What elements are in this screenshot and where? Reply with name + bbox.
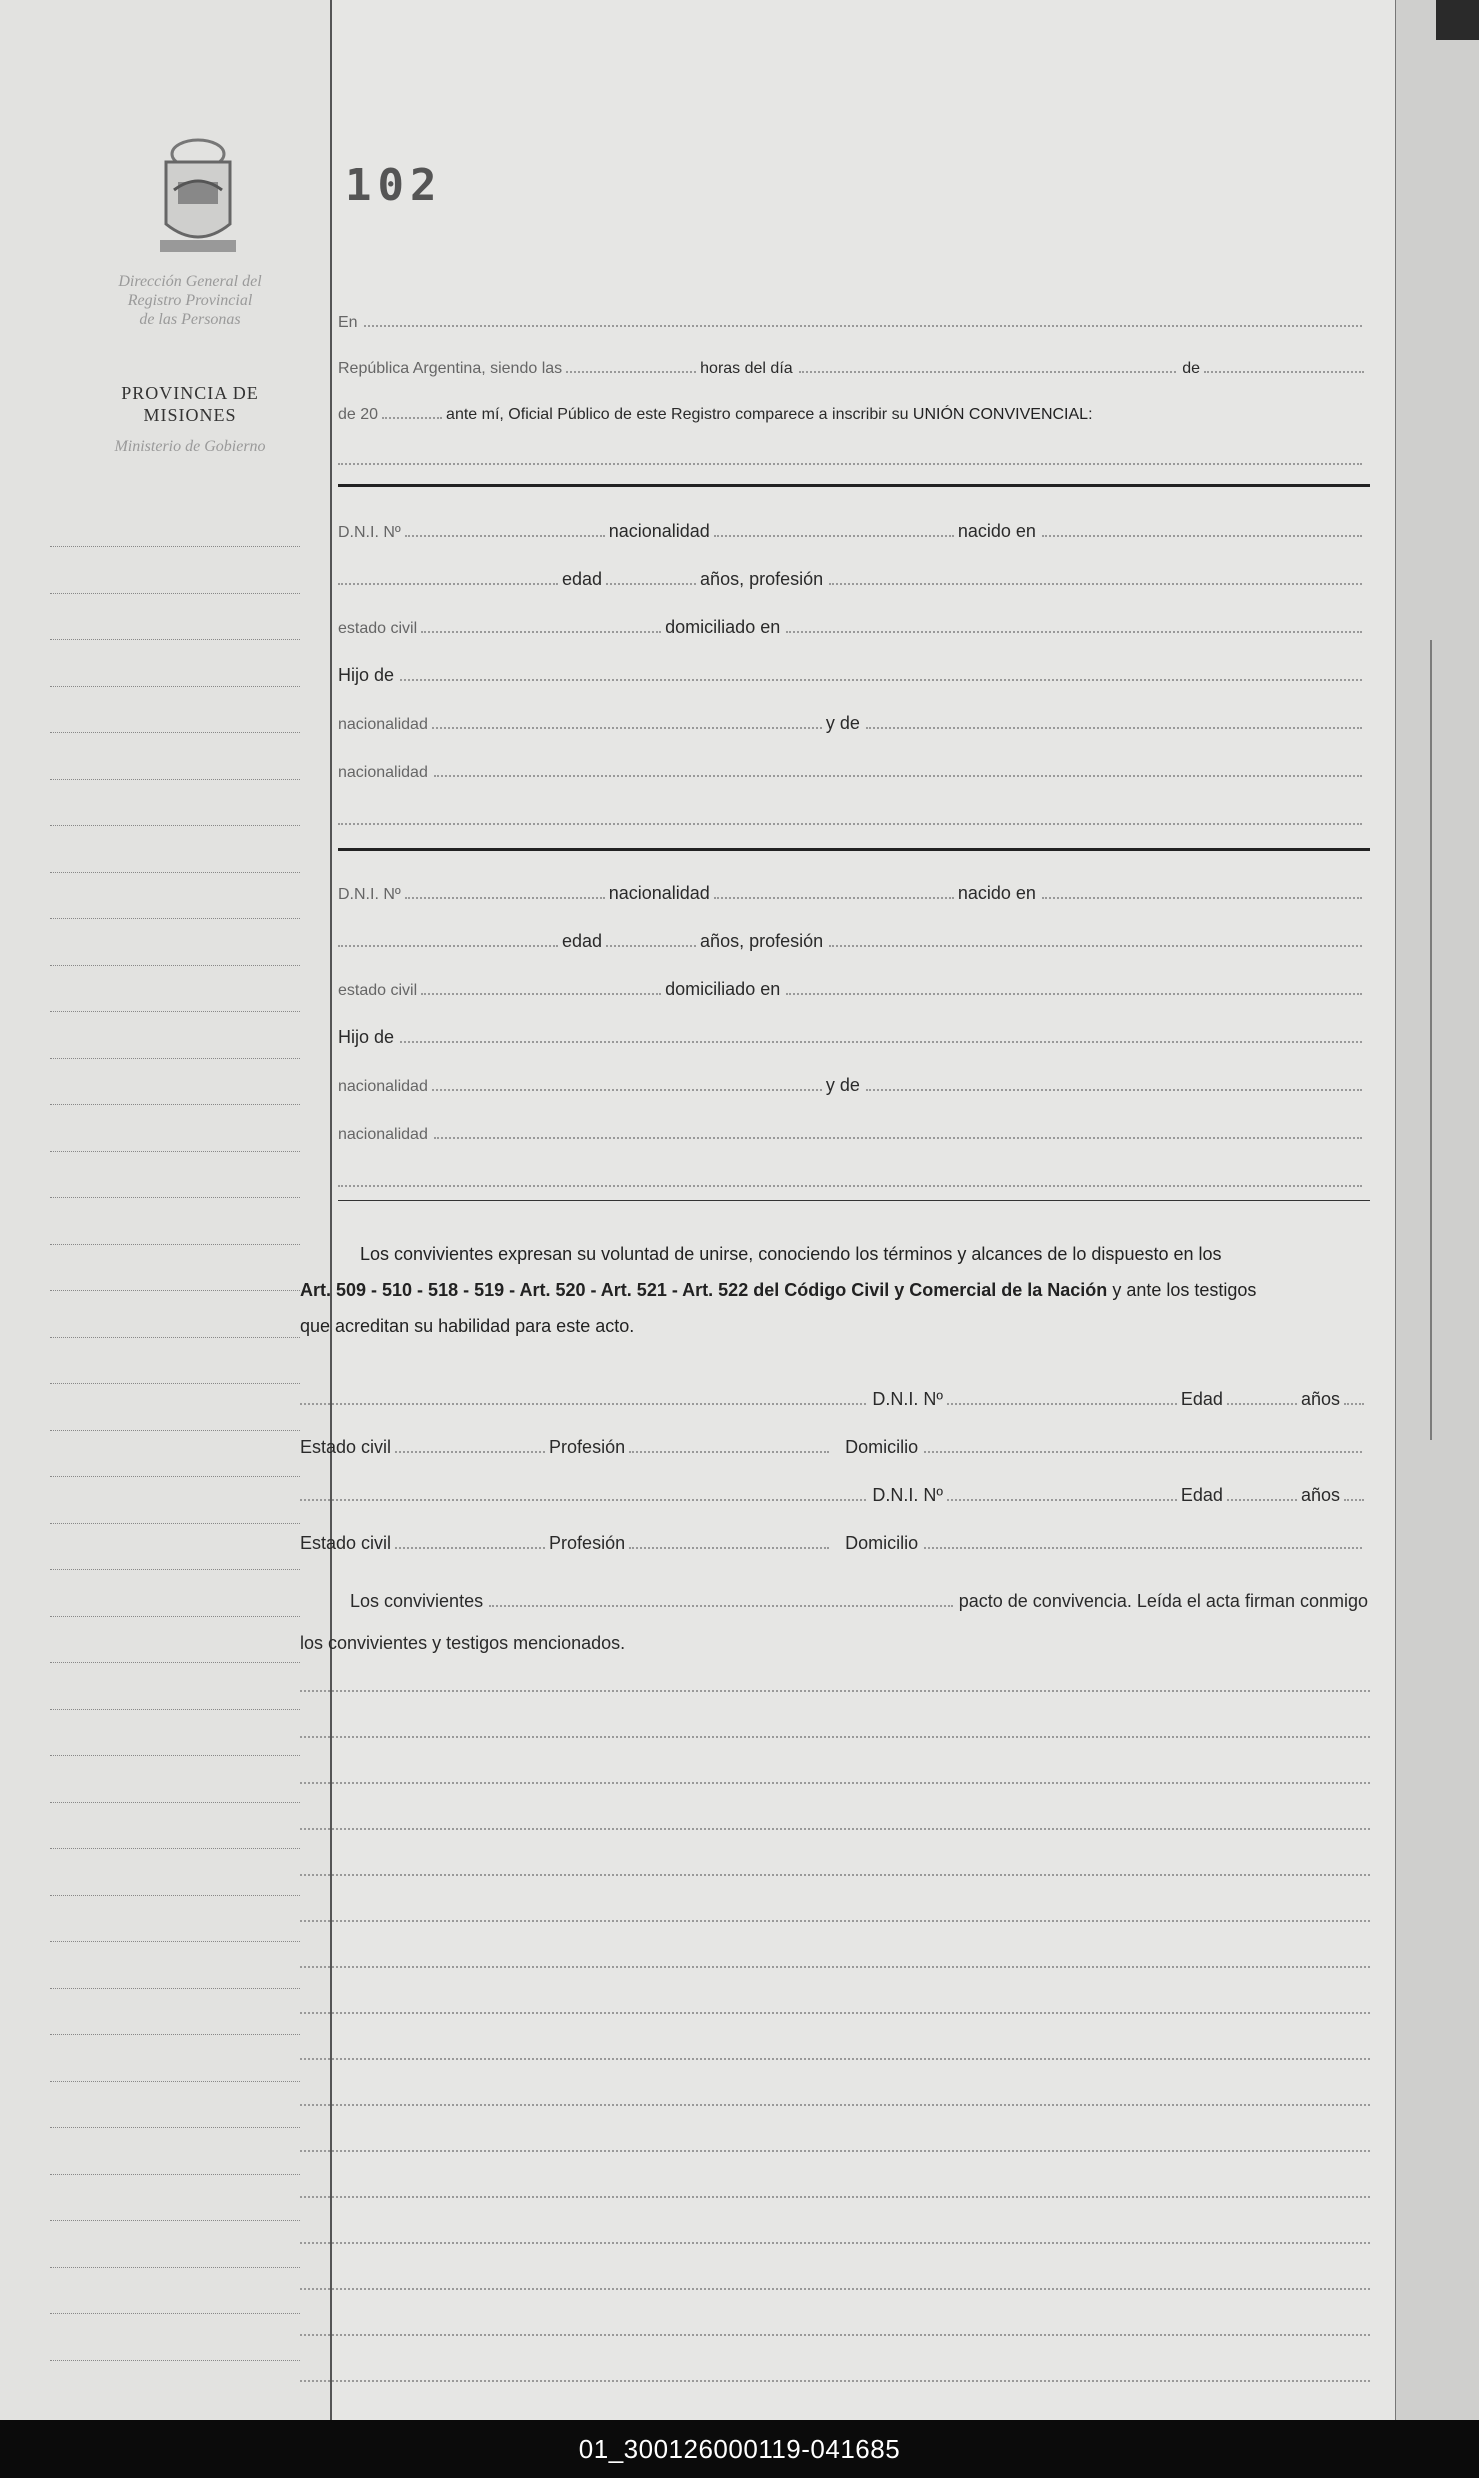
statement-line-3: que acreditan su habilidad para este acto. (300, 1316, 635, 1336)
field-witness1-domicilio[interactable] (924, 1451, 1362, 1453)
label-witness-profesion: Profesión (549, 1533, 626, 1553)
body-ruled-line[interactable] (300, 1874, 1370, 1876)
margin-ruled-line (50, 1569, 300, 1570)
margin-ruled-line (50, 1802, 300, 1803)
body-ruled-line[interactable] (300, 2288, 1370, 2290)
field-nac-madre-2[interactable] (434, 1137, 1362, 1139)
field-year[interactable] (382, 417, 442, 419)
label-estado-civil: estado civil (338, 982, 418, 999)
margin-ruled-line (50, 732, 300, 733)
body-ruled-line[interactable] (300, 2334, 1370, 2336)
margin-ruled-line (50, 1151, 300, 1152)
field-witness2-edad[interactable] (1227, 1499, 1297, 1501)
field-estado-2[interactable] (421, 993, 661, 995)
label-hijo-de: Hijo de (338, 665, 395, 685)
label-republica: República Argentina, siendo las (338, 360, 563, 377)
margin-ruled-line (50, 639, 300, 640)
field-edad-1[interactable] (606, 583, 696, 585)
field-pacto[interactable] (489, 1605, 953, 1607)
margin-ruled-line (50, 593, 300, 594)
outer-page-edge (1396, 0, 1479, 2420)
margin-ruled-line (50, 1616, 300, 1617)
margin-ruled-line (50, 1941, 300, 1942)
field-profesion-1[interactable] (829, 583, 1362, 585)
label-nacionalidad-madre: nacionalidad (338, 1126, 428, 1143)
label-witness-estado: Estado civil (300, 1437, 392, 1457)
label-nacionalidad-padre: nacionalidad (338, 1078, 428, 1095)
label-nacido: nacido en (957, 883, 1036, 903)
label-nacido: nacido en (957, 521, 1036, 541)
body-ruled-line[interactable] (300, 1782, 1370, 1784)
label-closing-line2: los convivientes y testigos mencionados. (300, 1633, 626, 1653)
margin-ruled-line (50, 1244, 300, 1245)
section-separator-3 (338, 1200, 1370, 1201)
conv2-row-estado (338, 970, 1368, 1000)
margin-ruled-line (50, 2267, 300, 2268)
label-witness-anos: años (1300, 1485, 1340, 1505)
label-en: En (338, 314, 358, 331)
conv1-row-hijo (338, 656, 1368, 686)
margin-ruled-line (50, 1662, 300, 1663)
label-de: de (1182, 360, 1200, 377)
label-y-de: y de (825, 1075, 860, 1095)
field-hour[interactable] (566, 371, 696, 373)
field-witness2-dni[interactable] (947, 1499, 1177, 1501)
conv1-row-nac (338, 704, 1368, 734)
label-union-convivencial: UNIÓN CONVIVENCIAL: (912, 406, 1093, 423)
margin-divider (330, 0, 332, 2420)
label-witness-profesion: Profesión (549, 1437, 626, 1457)
field-nacionalidad-2[interactable] (714, 897, 954, 899)
margin-ruled-line (50, 1011, 300, 1012)
field-madre-1[interactable] (866, 727, 1362, 729)
margin-ruled-line (50, 779, 300, 780)
ministry-title (70, 272, 310, 329)
field-nac-madre-1[interactable] (434, 775, 1362, 777)
margin-ruled-line (50, 1197, 300, 1198)
field-month[interactable] (1204, 371, 1364, 373)
margin-ruled-line (50, 1523, 300, 1524)
field-padre-2[interactable] (400, 1041, 1362, 1043)
field-intro-extra[interactable] (338, 463, 1362, 465)
field-nacido-2[interactable] (1042, 897, 1362, 899)
statement-paragraph (300, 1236, 1370, 1344)
outer-page-rule (1430, 640, 1432, 1440)
label-witness-estado: Estado civil (300, 1533, 392, 1553)
label-pacto: pacto de convivencia. Leída el acta firman conmigo (958, 1591, 1368, 1611)
margin-ruled-line (50, 1709, 300, 1710)
margin-ruled-line (50, 2081, 300, 2082)
margin-ruled-line (50, 1848, 300, 1849)
body-ruled-line[interactable] (300, 2242, 1370, 2244)
statement-articles: Art. 509 - 510 - 518 - 519 - Art. 520 - Art. 521 - Art. 522 del Código Civil y Comercial de la Nación (300, 1280, 1108, 1300)
field-nac-padre-1[interactable] (432, 727, 822, 729)
margin-ruled-line (50, 1895, 300, 1896)
field-domicilio-2[interactable] (786, 993, 1362, 995)
conv2-row-nac (338, 1066, 1368, 1096)
label-estado-civil: estado civil (338, 620, 418, 637)
intro-row-4 (338, 440, 1368, 470)
label-witness-edad: Edad (1180, 1389, 1223, 1409)
field-witness1-estado[interactable] (395, 1451, 545, 1453)
margin-ruled-line (50, 2220, 300, 2221)
body-ruled-line[interactable] (300, 2380, 1370, 2382)
field-extra-2[interactable] (338, 1185, 1362, 1187)
conv2-row-hijo (338, 1018, 1368, 1048)
field-extra-1[interactable] (338, 823, 1362, 825)
witness2-row-estado (300, 1524, 1368, 1554)
field-witness1-tail (1344, 1403, 1364, 1405)
field-witness2-name[interactable] (300, 1499, 866, 1501)
margin-ruled-line (50, 1430, 300, 1431)
label-dni: D.N.I. Nº (338, 886, 401, 903)
label-hijo-de: Hijo de (338, 1027, 395, 1047)
field-domicilio-1[interactable] (786, 631, 1362, 633)
margin-ruled-line (50, 2127, 300, 2128)
scan-corner-shadow (1436, 0, 1479, 40)
margin-ruled-line (50, 1988, 300, 1989)
field-padre-1[interactable] (400, 679, 1362, 681)
field-witness1-dni[interactable] (947, 1403, 1177, 1405)
conv2-row-dni (338, 874, 1368, 904)
label-witness-edad: Edad (1180, 1485, 1223, 1505)
body-ruled-line[interactable] (300, 1736, 1370, 1738)
margin-ruled-line (50, 918, 300, 919)
ministry-subtitle: Ministerio de Gobierno (114, 438, 266, 455)
conv1-row-extra (338, 800, 1368, 830)
margin-ruled-line (50, 546, 300, 547)
body-ruled-line[interactable] (300, 2058, 1370, 2060)
margin-ruled-line (50, 1104, 300, 1105)
field-witness2-domicilio[interactable] (924, 1547, 1362, 1549)
field-nacionalidad-1[interactable] (714, 535, 954, 537)
conv1-row-nac2 (338, 752, 1368, 782)
margin-ruled-line (50, 686, 300, 687)
label-dni: D.N.I. Nº (338, 524, 401, 541)
label-edad: edad (562, 931, 603, 951)
section-separator-1 (338, 484, 1370, 487)
statement-testigos: y ante los testigos (1112, 1280, 1257, 1300)
margin-ruled-line (50, 1755, 300, 1756)
closing-row-1 (300, 1582, 1368, 1612)
margin-ruled-line (50, 2313, 300, 2314)
field-witness2-estado[interactable] (395, 1547, 545, 1549)
ministry-line-3: de las Personas (139, 311, 241, 328)
label-de20: de 20 (338, 406, 379, 423)
label-ante: ante mí, Oficial Público de este Registro comparece a inscribir su (446, 406, 909, 423)
body-ruled-line[interactable] (300, 2012, 1370, 2014)
label-witness-domicilio: Domicilio (845, 1437, 919, 1457)
margin-ruled-line (50, 1290, 300, 1291)
field-place[interactable] (364, 325, 1362, 327)
field-witness1-edad[interactable] (1227, 1403, 1297, 1405)
label-anos-profesion: años, profesión (700, 569, 824, 589)
margin-ruled-line (50, 2360, 300, 2361)
label-domiciliado: domiciliado en (665, 617, 781, 637)
label-witness-anos: años (1300, 1389, 1340, 1409)
body-ruled-line[interactable] (300, 1828, 1370, 1830)
field-profesion-2[interactable] (829, 945, 1362, 947)
field-witness2-tail (1344, 1499, 1364, 1501)
witness2-row-dni (300, 1476, 1368, 1506)
margin-ruled-line (50, 1383, 300, 1384)
margin-ruled-line (50, 1476, 300, 1477)
conv1-row-edad (338, 560, 1368, 590)
intro-row-2 (338, 348, 1368, 378)
field-dni-2[interactable] (405, 897, 605, 899)
conv2-row-edad (338, 922, 1368, 952)
folio-number: 102 (345, 160, 443, 211)
field-birthdate-2[interactable] (338, 945, 558, 947)
field-estado-1[interactable] (421, 631, 661, 633)
margin-ruled-line (50, 825, 300, 826)
province-title (90, 382, 290, 426)
margin-ruled-line (50, 2034, 300, 2035)
label-los-convivientes: Los convivientes (350, 1591, 484, 1611)
statement-line-2 (300, 1272, 1370, 1308)
label-domiciliado: domiciliado en (665, 979, 781, 999)
conv2-row-extra (338, 1162, 1368, 1192)
label-witness-domicilio: Domicilio (845, 1533, 919, 1553)
field-witness1-name[interactable] (300, 1403, 866, 1405)
document-id-footer: 01_300126000119-041685 (0, 2420, 1479, 2478)
intro-row-3 (338, 394, 1368, 424)
body-ruled-line[interactable] (300, 2104, 1370, 2106)
label-nacionalidad-madre: nacionalidad (338, 764, 428, 781)
body-ruled-line[interactable] (300, 1690, 1370, 1692)
label-edad: edad (562, 569, 603, 589)
label-nacionalidad-padre: nacionalidad (338, 716, 428, 733)
field-nacido-1[interactable] (1042, 535, 1362, 537)
ministry-line-2: Registro Provincial (127, 292, 253, 309)
field-day[interactable] (799, 371, 1177, 373)
field-nac-padre-2[interactable] (432, 1089, 822, 1091)
witness1-row-dni (300, 1380, 1368, 1410)
field-witness1-profesion[interactable] (629, 1451, 829, 1453)
label-anos-profesion: años, profesión (700, 931, 824, 951)
label-witness-dni: D.N.I. Nº (872, 1485, 943, 1505)
label-horas: horas del día (700, 360, 793, 377)
field-birthdate-1[interactable] (338, 583, 558, 585)
margin-ruled-line (50, 1058, 300, 1059)
conv1-row-estado (338, 608, 1368, 638)
intro-row-1 (338, 302, 1368, 332)
margin-ruled-line (50, 1337, 300, 1338)
margin-ruled-line (50, 872, 300, 873)
provincial-seal-icon (148, 132, 248, 260)
label-y-de: y de (825, 713, 860, 733)
field-madre-2[interactable] (866, 1089, 1362, 1091)
conv1-row-dni (338, 512, 1368, 542)
ministry-line-1: Dirección General del (118, 273, 262, 290)
statement-line-1: Los convivientes expresan su voluntad de unirse, conociendo los términos y alcances de lo dispuesto en los (360, 1244, 1222, 1264)
label-nacionalidad: nacionalidad (608, 883, 710, 903)
province-line-1: PROVINCIA DE (121, 383, 259, 403)
body-ruled-line[interactable] (300, 1966, 1370, 1968)
province-line-2: MISIONES (143, 405, 237, 425)
section-separator-2 (338, 848, 1370, 851)
margin-ruled-line (50, 965, 300, 966)
label-nacionalidad: nacionalidad (608, 521, 710, 541)
label-witness-dni: D.N.I. Nº (872, 1389, 943, 1409)
left-margin-column (0, 0, 330, 2420)
conv2-row-nac2 (338, 1114, 1368, 1144)
body-ruled-line[interactable] (300, 2150, 1370, 2152)
field-dni-1[interactable] (405, 535, 605, 537)
field-witness2-profesion[interactable] (629, 1547, 829, 1549)
witness1-row-estado (300, 1428, 1368, 1458)
field-edad-2[interactable] (606, 945, 696, 947)
body-ruled-line[interactable] (300, 2196, 1370, 2198)
margin-ruled-line (50, 2174, 300, 2175)
closing-row-2 (300, 1624, 1368, 1654)
body-ruled-line[interactable] (300, 1920, 1370, 1922)
